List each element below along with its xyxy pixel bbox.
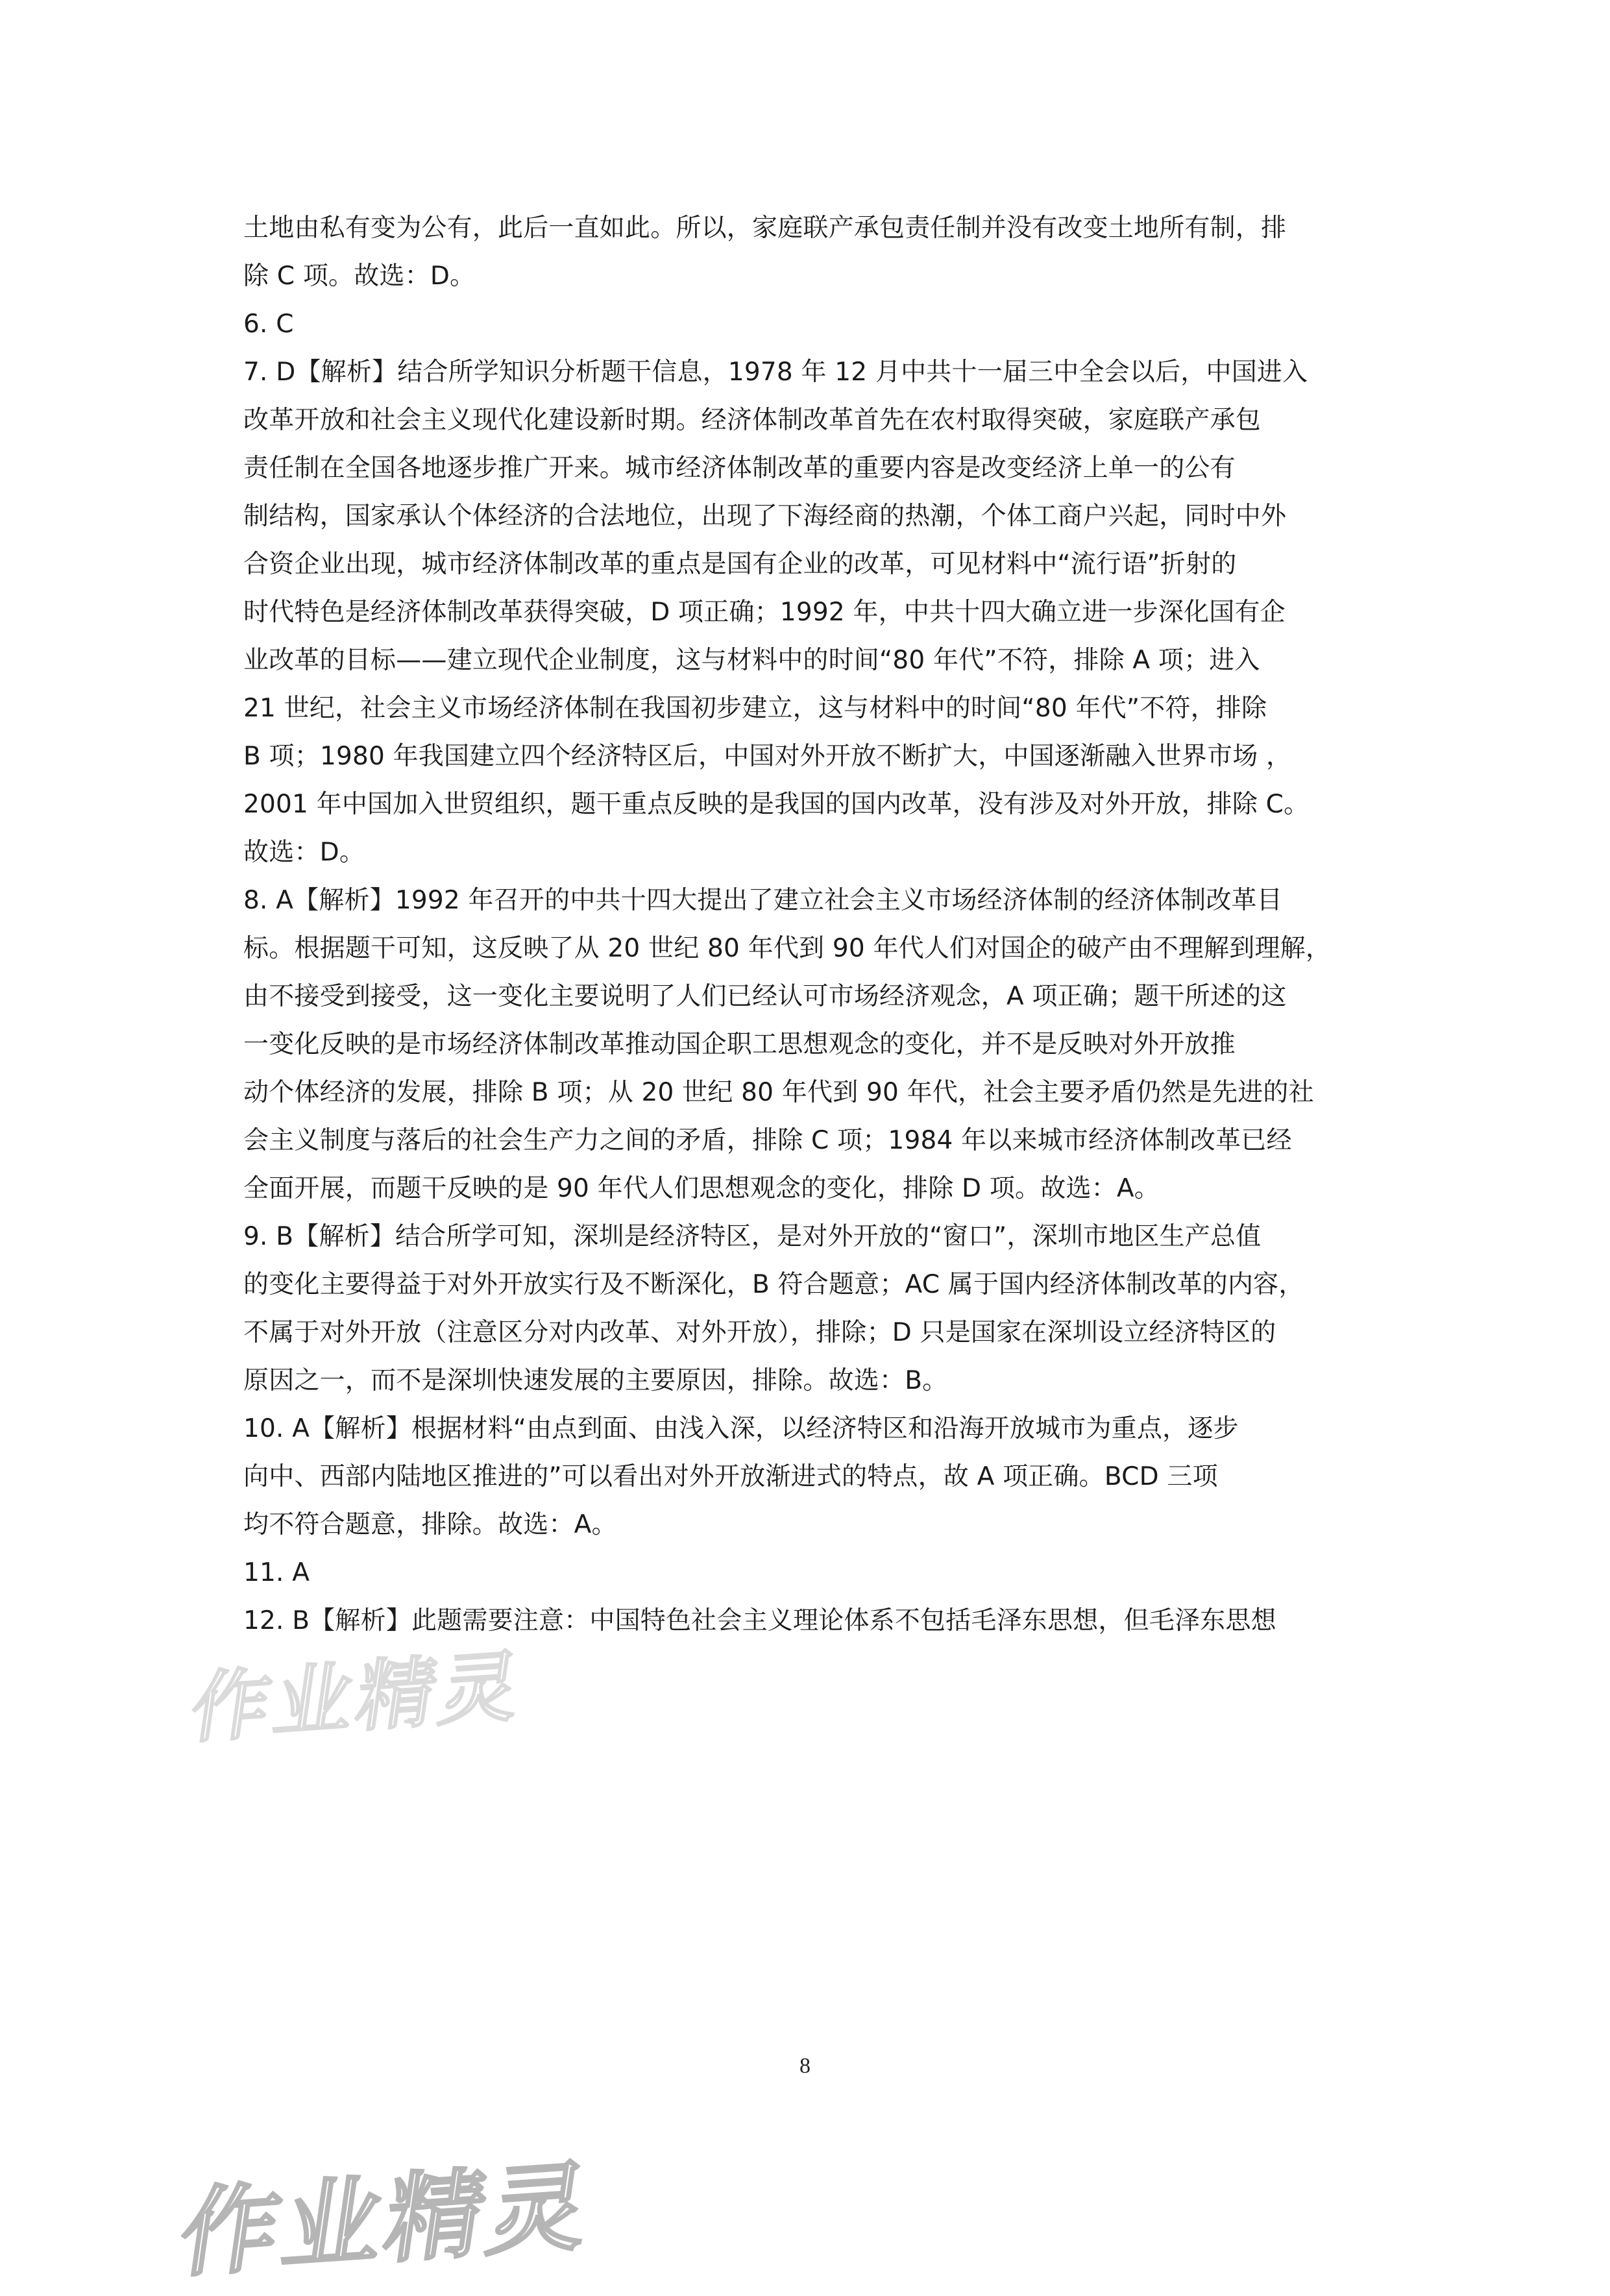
text-line: 标。根据题干可知，这反映了从 20 世纪 80 年代到 90 年代人们对国企的破产由不理解到理解， <box>243 934 1332 963</box>
text-line: 合资企业出现，城市经济体制改革的重点是国有企业的改革，可见材料中“流行语”折射的 <box>243 550 1237 579</box>
text-line: 不属于对外开放（注意区分对内改革、对外开放），排除；D 只是国家在深圳设立经济特区的 <box>243 1318 1276 1347</box>
text-line: 制结构，国家承认个体经济的合法地位，出现了下海经商的热潮，个体工商户兴起，同时中外 <box>243 502 1287 531</box>
text-line: B 项；1980 年我国建立四个经济特区后，中国对外开放不断扩大，中国逐渐融入世界市场 ， <box>243 742 1292 771</box>
text-line: 2001 年中国加入世贸组织，题干重点反映的是我国的国内改革，没有涉及对外开放，排除 C。 <box>243 790 1310 819</box>
answer-line-7: 7. D【解析】结合所学知识分析题干信息，1978 年 12 月中共十一届三中全会以后，中国进入 <box>243 358 1308 387</box>
answer-line-11: 11. A <box>243 1558 310 1587</box>
text-line: 由不接受到接受，这一变化主要说明了人们已经认可市场经济观念，A 项正确；题干所述的这 <box>243 982 1287 1011</box>
text-line: 一变化反映的是市场经济体制改革推动国企职工思想观念的变化，并不是反映对外开放推 <box>243 1030 1236 1059</box>
watermark-logo: 作业精灵 <box>173 2150 600 2291</box>
text-line: 除 C 项。故选：D。 <box>243 262 476 291</box>
text-line: 的变化主要得益于对外开放实行及不断深化，B 符合题意；AC 属于国内经济体制改革的内容， <box>243 1270 1304 1299</box>
watermark-logo: 作业精灵 <box>185 1641 530 1755</box>
text-line: 21 世纪，社会主义市场经济体制在我国初步建立，这与材料中的时间“80 年代”不符，排除 <box>243 694 1267 723</box>
document-body <box>243 204 1392 1645</box>
answer-line-10: 10. A【解析】根据材料“由点到面、由浅入深，以经济特区和沿海开放城市为重点，逐步 <box>243 1414 1239 1443</box>
text-line: 会主义制度与落后的社会生产力之间的矛盾，排除 C 项；1984 年以来城市经济体制改革已经 <box>243 1126 1292 1155</box>
text-line: 责任制在全国各地逐步推广开来。城市经济体制改革的重要内容是改变经济上单一的公有 <box>243 454 1236 483</box>
page-number: 8 <box>799 2054 811 2078</box>
text-line: 时代特色是经济体制改革获得突破，D 项正确；1992 年，中共十四大确立进一步深化国有企 <box>243 598 1286 627</box>
answer-line-6: 6. C <box>243 310 294 339</box>
text-line: 全面开展，而题干反映的是 90 年代人们思想观念的变化，排除 D 项。故选：A。 <box>243 1174 1160 1203</box>
text-line: 均不符合题意，排除。故选：A。 <box>243 1510 617 1539</box>
answer-line-8: 8. A【解析】1992 年召开的中共十四大提出了建立社会主义市场经济体制的经济体制改革目 <box>243 886 1282 915</box>
text-line: 动个体经济的发展，排除 B 项；从 20 世纪 80 年代到 90 年代，社会主要矛盾仍然是先进的社 <box>243 1078 1314 1107</box>
text-line: 向中、西部内陆地区推进的”可以看出对外开放渐进式的特点，故 A 项正确。BCD 三项 <box>243 1462 1218 1491</box>
text-line: 土地由私有变为公有，此后一直如此。所以，家庭联产承包责任制并没有改变土地所有制，排 <box>243 214 1287 243</box>
answer-line-12: 12. B【解析】此题需要注意：中国特色社会主义理论体系不包括毛泽东思想，但毛泽东思想 <box>243 1606 1276 1635</box>
text-line: 业改革的目标——建立现代企业制度，这与材料中的时间“80 年代”不符，排除 A 项；进入 <box>243 646 1260 675</box>
text-line: 故选：D。 <box>243 838 365 867</box>
text-line: 改革开放和社会主义现代化建设新时期。经济体制改革首先在农村取得突破，家庭联产承包 <box>243 406 1262 435</box>
text-line: 原因之一，而不是深圳快速发展的主要原因，排除。故选：B。 <box>243 1366 948 1395</box>
answer-line-9: 9. B【解析】结合所学可知，深圳是经济特区，是对外开放的“窗口”，深圳市地区生产总值 <box>243 1222 1262 1251</box>
